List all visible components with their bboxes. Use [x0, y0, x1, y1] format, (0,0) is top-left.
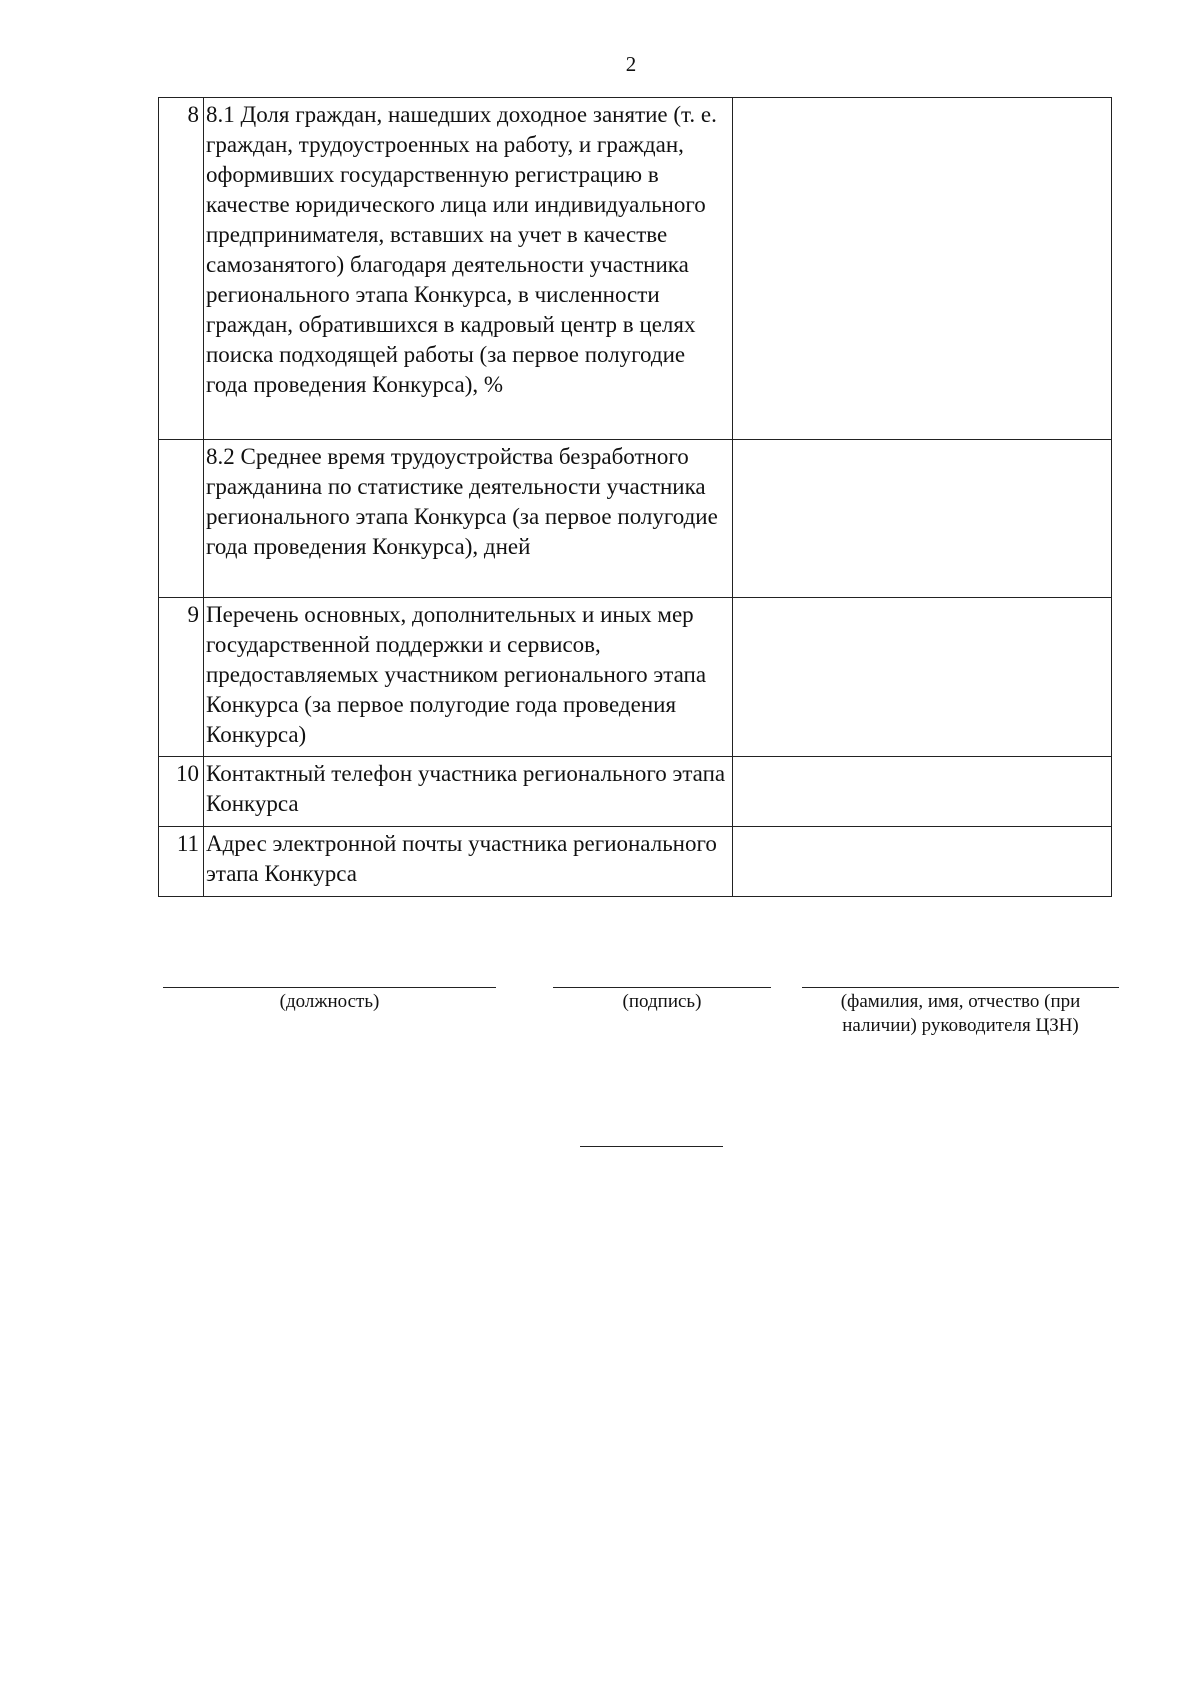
name-underline	[802, 987, 1119, 988]
row-value-cell	[733, 98, 1112, 440]
row-text: Перечень основных, дополнительных и иных мер государственной поддержки и сервисов, предоставляемых участником регионального этапа Конкурса (за первое полугодие года проведения Конкурса)	[204, 598, 733, 757]
row-number: 9	[159, 598, 204, 757]
table-row	[159, 98, 1112, 440]
position-signature-field	[163, 987, 496, 1014]
row-value-cell	[733, 440, 1112, 598]
row-number	[159, 440, 204, 598]
criteria-table	[158, 97, 1112, 897]
row-text: 8.2 Среднее время трудоустройства безработного гражданина по статистике деятельности участника регионального этапа Конкурса (за первое полугодие года проведения Конкурса), дней	[204, 440, 733, 598]
signature-underline	[553, 987, 771, 988]
row-number: 8	[159, 98, 204, 440]
position-underline	[163, 987, 496, 988]
row-value-cell	[733, 598, 1112, 757]
signature-field	[553, 987, 771, 1014]
row-text: Адрес электронной почты участника регионального этапа Конкурса	[204, 827, 733, 897]
signature-caption: (подпись)	[622, 991, 702, 1012]
row-text: 8.1 Доля граждан, нашедших доходное занятие (т. е. граждан, трудоустроенных на работу, и граждан, оформивших государственную регистрацию в качестве юридического лица или индивидуального предпринимателя, вставших на учет в качестве самозанятого) благодаря деятельности участника регионального этапа Конкурса, в численности граждан, обратившихся в кадровый центр в целях поиска подходящей работы (за первое полугодие года проведения Конкурса), %	[204, 98, 733, 440]
page-number: 2	[625, 52, 637, 76]
row-text: Контактный телефон участника регионального этапа Конкурса	[204, 757, 733, 827]
position-caption: (должность)	[279, 991, 380, 1012]
row-value-cell	[733, 827, 1112, 897]
row-number: 10	[159, 757, 204, 827]
table-row	[159, 757, 1112, 827]
end-of-document-line	[580, 1146, 723, 1147]
name-caption: (фамилия, имя, отчество (при наличии) руководителя ЦЗН)	[840, 991, 1081, 1036]
name-signature-field	[802, 987, 1119, 1038]
row-value-cell	[733, 757, 1112, 827]
table-row	[159, 598, 1112, 757]
row-number: 11	[159, 827, 204, 897]
table-row	[159, 440, 1112, 598]
table-row	[159, 827, 1112, 897]
